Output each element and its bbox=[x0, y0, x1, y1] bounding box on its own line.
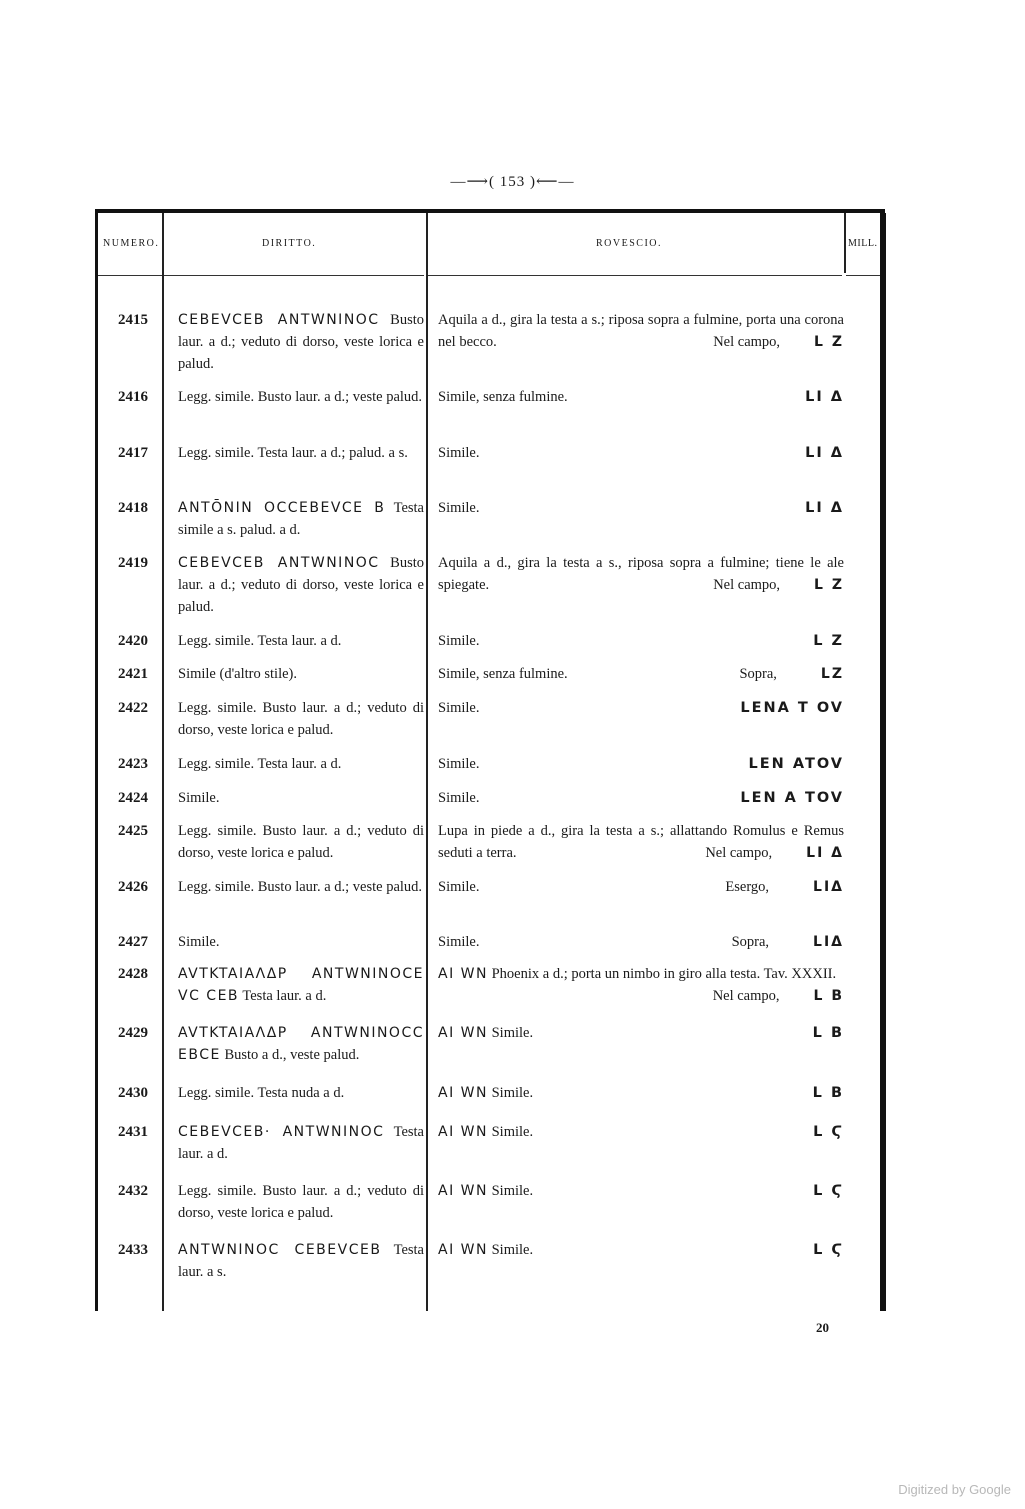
rovescio-cell bbox=[438, 386, 844, 408]
row-number: 2424 bbox=[118, 790, 148, 806]
diritto-cell: Legg. simile. Busto laur. a d.; veduto di dorso, veste lorica e palud. bbox=[178, 1183, 424, 1221]
row-number: 2417 bbox=[118, 445, 148, 461]
obverse-legend: AVTKTAIAΛΔP ANTWNINOCE VC CEB bbox=[178, 966, 424, 1004]
field-mark: LI Δ bbox=[805, 445, 844, 461]
diritto-cell: Legg. simile. Busto laur. a d.; veste palud. bbox=[178, 389, 423, 405]
google-watermark: Digitized by Google bbox=[898, 1482, 1011, 1497]
row-number: 2415 bbox=[118, 312, 148, 328]
diritto-cell: Legg. simile. Busto laur. a d.; veduto di dorso, veste lorica e palud. bbox=[178, 823, 424, 861]
reverse-description: Simile. bbox=[438, 790, 480, 806]
field-mark: LI Δ bbox=[806, 845, 844, 861]
row-number: 2423 bbox=[118, 756, 148, 772]
rovescio-cell bbox=[438, 1180, 844, 1202]
field-mark: L B bbox=[813, 988, 844, 1004]
obverse-description: Testa laur. a d. bbox=[178, 1124, 424, 1162]
field-label: Nel campo, bbox=[713, 334, 781, 350]
field-mark: LIΔ bbox=[813, 879, 844, 895]
diritto-cell bbox=[178, 1239, 424, 1283]
row-number: 2431 bbox=[118, 1124, 148, 1140]
header-rule-numero bbox=[98, 275, 162, 276]
reverse-description: Simile, senza fulmine. bbox=[438, 666, 568, 682]
reverse-description: Simile. bbox=[491, 1183, 534, 1199]
diritto-cell: Legg. simile. Testa laur. a d. bbox=[178, 756, 342, 772]
obverse-description: Busto laur. a d.; veduto di dorso, veste lorica e palud. bbox=[178, 555, 425, 615]
field-mark: L B bbox=[812, 1025, 844, 1041]
reverse-legend: AI WN bbox=[438, 1025, 488, 1041]
diritto-cell: Legg. simile. Testa laur. a d.; palud. a s. bbox=[178, 445, 408, 461]
obverse-legend: ANTŌNIN OCCEBEVCE B bbox=[178, 500, 386, 516]
diritto-cell bbox=[178, 1121, 424, 1165]
rovescio-cell bbox=[438, 697, 844, 719]
column-header-mill: MILL. bbox=[848, 238, 878, 249]
field-mark: L Ϛ bbox=[813, 1124, 844, 1140]
diritto-cell bbox=[178, 309, 424, 375]
reverse-description: Simile, senza fulmine. bbox=[438, 389, 568, 405]
rovescio-cell bbox=[438, 630, 844, 652]
reverse-description: Simile. bbox=[438, 756, 480, 772]
obverse-legend: CEBEVCEB ANTWNINOC bbox=[178, 312, 380, 328]
field-label: Nel campo, bbox=[705, 845, 773, 861]
field-label: Esergo, bbox=[725, 879, 770, 895]
obverse-legend: ANTWNINOC CEBEVCEB bbox=[178, 1242, 382, 1258]
reverse-description: Aquila a d., gira la testa a s., riposa sopra a fulmine; tiene le ale spiegate. bbox=[438, 555, 844, 593]
field-mark: LI Δ bbox=[805, 389, 844, 405]
row-number: 2433 bbox=[118, 1242, 148, 1258]
rovescio-cell bbox=[438, 753, 844, 775]
field-mark: L Z bbox=[814, 577, 844, 593]
row-number: 2425 bbox=[118, 823, 148, 839]
diritto-cell bbox=[178, 1022, 424, 1066]
row-number: 2430 bbox=[118, 1085, 148, 1101]
reverse-description: Phoenix a d.; porta un nimbo in giro alla testa. Tav. XXXII. bbox=[491, 966, 837, 982]
obverse-description: Testa laur. a s. bbox=[178, 1242, 424, 1280]
row-number: 2427 bbox=[118, 934, 148, 950]
field-mark: L B bbox=[812, 1085, 844, 1101]
field-mark: L Ϛ bbox=[813, 1242, 844, 1258]
diritto-cell: Legg. simile. Testa laur. a d. bbox=[178, 633, 342, 649]
diritto-cell bbox=[178, 963, 424, 1007]
row-number: 2419 bbox=[118, 555, 148, 571]
reverse-description: Simile. bbox=[491, 1025, 534, 1041]
column-divider-rovescio bbox=[844, 213, 846, 273]
diritto-cell bbox=[178, 552, 424, 618]
column-header-numero: NUMERO. bbox=[103, 238, 160, 249]
row-number: 2418 bbox=[118, 500, 148, 516]
obverse-legend: CEBEVCEB ANTWNINOC bbox=[178, 555, 380, 571]
header-rule-mill bbox=[846, 275, 880, 276]
diritto-cell: Legg. simile. Busto laur. a d.; veduto di dorso, veste lorica e palud. bbox=[178, 700, 424, 738]
rovescio-cell bbox=[438, 820, 844, 864]
reverse-description: Aquila a d., gira la testa a s.; riposa sopra a fulmine, porta una corona nel becco. bbox=[438, 312, 844, 350]
rovescio-cell bbox=[438, 309, 844, 353]
reverse-legend: AI WN bbox=[438, 966, 488, 982]
obverse-description: Testa laur. a d. bbox=[242, 988, 327, 1004]
obverse-legend: CEBEVCEB· ANTWNINOC bbox=[178, 1124, 385, 1140]
rovescio-cell bbox=[438, 1121, 844, 1143]
reverse-legend: AI WN bbox=[438, 1124, 488, 1140]
reverse-description: Simile. bbox=[438, 445, 480, 461]
column-header-rovescio: ROVESCIO. bbox=[596, 238, 663, 249]
rovescio-cell bbox=[438, 1239, 844, 1261]
reverse-description: Simile. bbox=[491, 1124, 534, 1140]
field-mark: LI Δ bbox=[805, 500, 844, 516]
field-mark: LEN ATOV bbox=[748, 756, 844, 772]
rovescio-cell bbox=[438, 1082, 844, 1104]
field-mark: LZ bbox=[820, 666, 844, 682]
rovescio-cell bbox=[438, 931, 844, 953]
rovescio-cell bbox=[438, 963, 844, 1004]
reverse-description: Simile. bbox=[491, 1242, 534, 1258]
diritto-cell: Simile. bbox=[178, 934, 220, 950]
rovescio-cell bbox=[438, 663, 844, 685]
rovescio-cell bbox=[438, 876, 844, 898]
field-mark: L Ϛ bbox=[813, 1183, 844, 1199]
obverse-description: Busto a d., veste palud. bbox=[224, 1047, 360, 1063]
reverse-legend: AI WN bbox=[438, 1085, 488, 1101]
field-mark: LIΔ bbox=[813, 934, 844, 950]
column-divider-numero bbox=[162, 213, 164, 1311]
field-label: Nel campo, bbox=[713, 577, 781, 593]
column-header-diritto: DIRITTO. bbox=[262, 238, 317, 249]
obverse-legend: AVTKTAIAΛΔP ANTWNINOCC EBCE bbox=[178, 1025, 424, 1063]
diritto-cell bbox=[178, 497, 424, 541]
diritto-cell: Simile (d'altro stile). bbox=[178, 666, 297, 682]
diritto-cell: Legg. simile. Busto laur. a d.; veste palud. bbox=[178, 879, 423, 895]
row-number: 2416 bbox=[118, 389, 148, 405]
reverse-description: Lupa in piede a d., gira la testa a s.; allattando Romulus e Remus seduti a terra. bbox=[438, 823, 844, 861]
reverse-description: Simile. bbox=[438, 500, 480, 516]
obverse-description: Busto laur. a d.; veduto di dorso, veste lorica e palud. bbox=[178, 312, 425, 372]
field-mark: LENA T OV bbox=[740, 700, 844, 716]
rovescio-cell bbox=[438, 442, 844, 464]
rovescio-cell bbox=[438, 1022, 844, 1044]
field-mark: L Z bbox=[813, 633, 844, 649]
field-label: Nel campo, bbox=[712, 988, 780, 1004]
row-number: 2422 bbox=[118, 700, 148, 716]
row-number: 2429 bbox=[118, 1025, 148, 1041]
row-number: 2426 bbox=[118, 879, 148, 895]
row-number: 2432 bbox=[118, 1183, 148, 1199]
signature-mark: 20 bbox=[816, 1320, 829, 1335]
row-number: 2421 bbox=[118, 666, 148, 682]
field-mark: LEN A TOV bbox=[740, 790, 844, 806]
column-divider-diritto bbox=[426, 213, 428, 1311]
table-right-rule bbox=[880, 213, 886, 1311]
diritto-cell: Simile. bbox=[178, 790, 220, 806]
row-number: 2420 bbox=[118, 633, 148, 649]
reverse-legend: AI WN bbox=[438, 1242, 488, 1258]
rovescio-cell bbox=[438, 787, 844, 809]
rovescio-cell bbox=[438, 497, 844, 519]
reverse-description: Simile. bbox=[491, 1085, 534, 1101]
reverse-description: Simile. bbox=[438, 700, 480, 716]
reverse-description: Simile. bbox=[438, 633, 480, 649]
header-rule-rovescio bbox=[428, 275, 842, 276]
row-number: 2428 bbox=[118, 966, 148, 982]
reverse-description: Simile. bbox=[438, 934, 480, 950]
reverse-description: Simile. bbox=[438, 879, 480, 895]
field-mark: L Z bbox=[814, 334, 844, 350]
reverse-legend: AI WN bbox=[438, 1183, 488, 1199]
field-label: Sopra, bbox=[739, 666, 777, 682]
field-label: Sopra, bbox=[731, 934, 770, 950]
page-number-header: —⟶( 153 )⟵— bbox=[450, 174, 575, 190]
header-rule-diritto bbox=[164, 275, 424, 276]
rovescio-cell bbox=[438, 552, 844, 596]
diritto-cell: Legg. simile. Testa nuda a d. bbox=[178, 1085, 345, 1101]
obverse-description: Testa simile a s. palud. a d. bbox=[178, 500, 424, 538]
